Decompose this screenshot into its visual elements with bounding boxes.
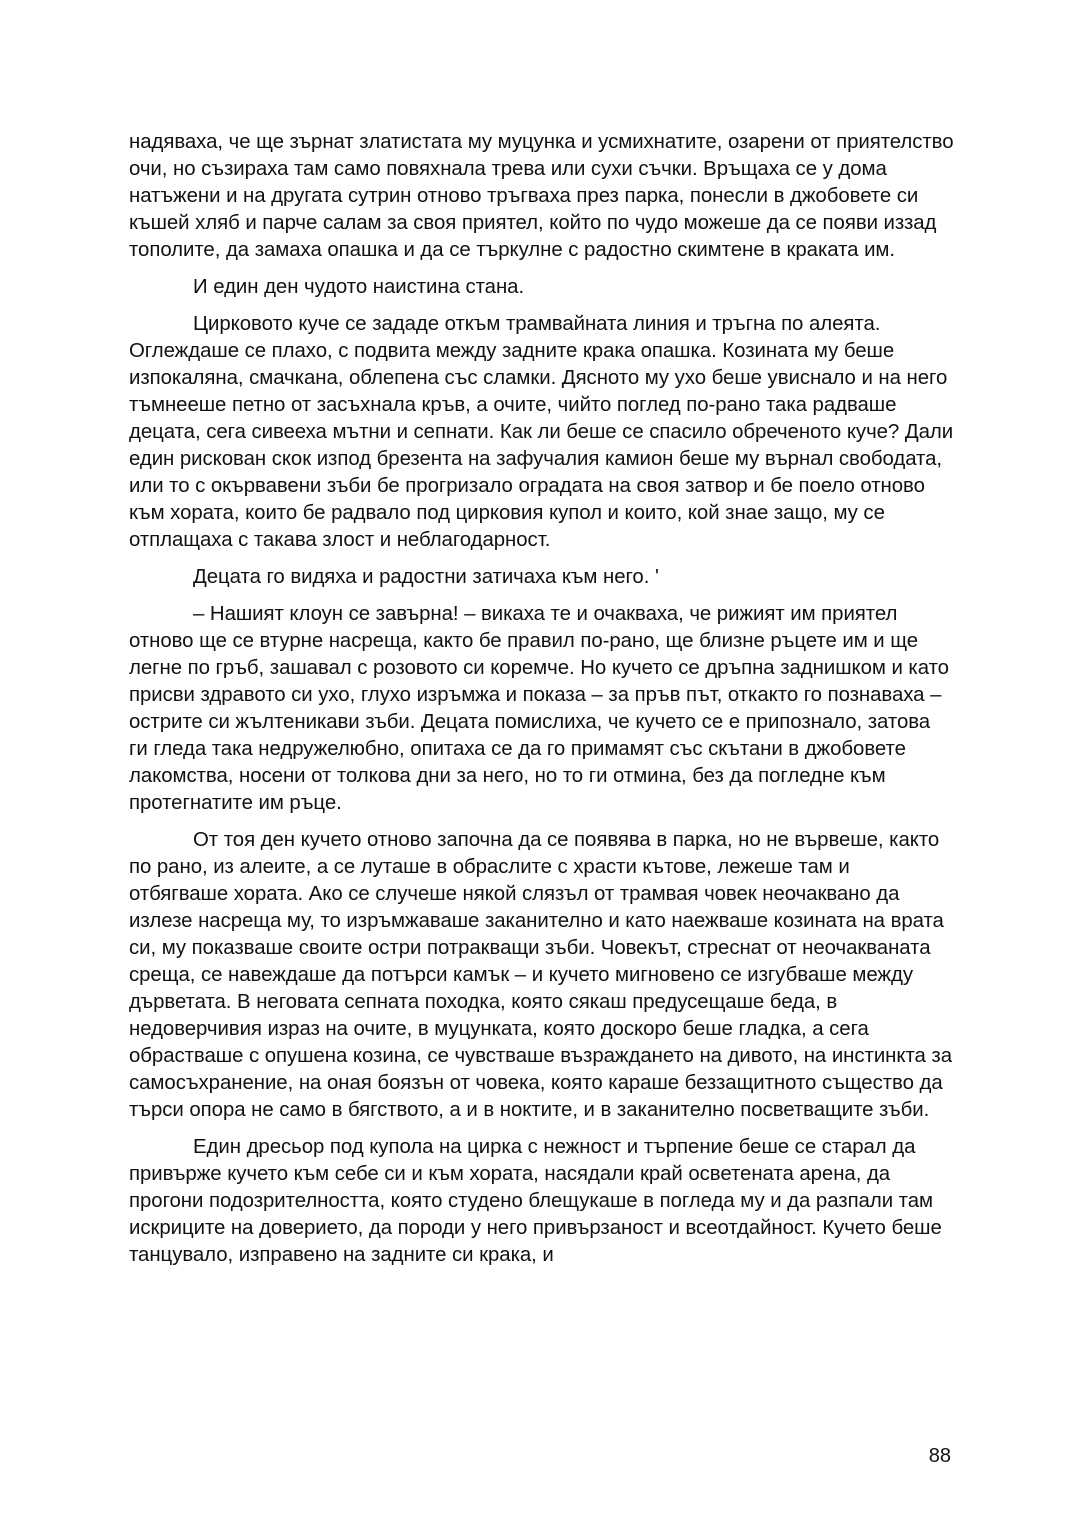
paragraph-3: Цирковото куче се зададе откъм трамвайната линия и тръгна по алеята. Оглеждаше се плахо, с подвита между задните крака опашка. Козината му беше изпокаляна, смачкана, облепена със сламки. Дясното му ухо беше увиснало и на него тъмнееше петно от засъхнала кръв, а очите, чийто поглед по-рано така радваше децата, сега сивееха мътни и сепнати. Как ли беше се спасило обреченото куче? Дали един рискован скок изпод брезента на зафучалия камион беше му върнал свободата, или то с окървавени зъби бе прогризало оградата на своя затвор и бе поело отново към хората, които бе радвало под цирковия купол и които, кой знае защо, му се отплащаха с такава злост и неблагодарност. bbox=[129, 313, 954, 551]
paragraph-4: Децата го видяха и радостни затичаха към него. ' bbox=[193, 566, 659, 588]
paragraph-6: От тоя ден кучето отново започна да се появява в парка, но не вървеше, както по рано, из алеите, а се луташе в обраслите с храсти кътове, лежеше там и отбягваше хората. Ако се случеше някой слязъл от трамвая човек неочаквано да излезе насреща му, то изръмжаваше заканително и като наежваше козината на врата си, му показваше своите остри потракващи зъби. Човекът, стреснат от неочакваната среща, се навеждаше да потърси камък – и кучето мигновено се изгубваше между дърветата. В неговата сепната походка, която сякаш предусещаше беда, в недоверчивия израз на очите, в муцунката, която доскоро беше гладка, а сега обрастваше с опушена козина, се чувстваше възраждането на дивото, на инстинкта за самосъхранение, на оная боязън от човека, която караше беззащитното същество да търси опора не само в бягството, а и в ноктите, и в заканително посветващите зъби. bbox=[129, 829, 953, 1121]
paragraph-2: И един ден чудото наистина стана. bbox=[193, 276, 525, 298]
paragraph-1: надяваха, че ще зърнат златистата му муцунка и усмихнатите, озарени от приятелство очи, но съзираха там само повяхнала трева или сухи съчки. Връщаха се у дома натъжени и на другата сутрин отново тръгваха през парка, понесли в джобовете си къшей хляб и парче салам за своя приятел, който по чудо можеше да се появи иззад тополите, да замаха опашка и да се търкулне с радостно скимтене в краката им. bbox=[129, 131, 954, 261]
page-number: 88 bbox=[928, 1445, 951, 1467]
paragraph-5: – Нашият клоун се завърна! – викаха те и очакваха, че рижият им приятел отново ще се втурне насреща, както бе правил по-рано, ще близне ръцете им и ще легне по гръб, зашавал с розовото си коремче. Но кучето се дръпна заднишком и като присви здравото си ухо, глухо изръмжа и показа – за пръв път, откакто го познаваха – острите си жълтеникави зъби. Децата помислиха, че кучето се е припознало, затова ги гледа така недружелюбно, опитаха се да го примамят със скътани в джобовете лакомства, носени от толкова дни за него, но то ги отмина, без да погледне към протегнатите им ръце. bbox=[129, 603, 949, 814]
body-text bbox=[129, 129, 954, 1279]
paragraph-7: Един дресьор под купола на цирка с нежност и търпение беше се старал да привърже кучето към себе си и към хората, насядали край осветената арена, да прогони подозрителността, която студено блещукаше в погледа му и да разпали там искриците на доверието, да породи у него привързаност и всеотдайност. Кучето беше танцувало, изправено на задните си крака, и bbox=[129, 1136, 942, 1266]
